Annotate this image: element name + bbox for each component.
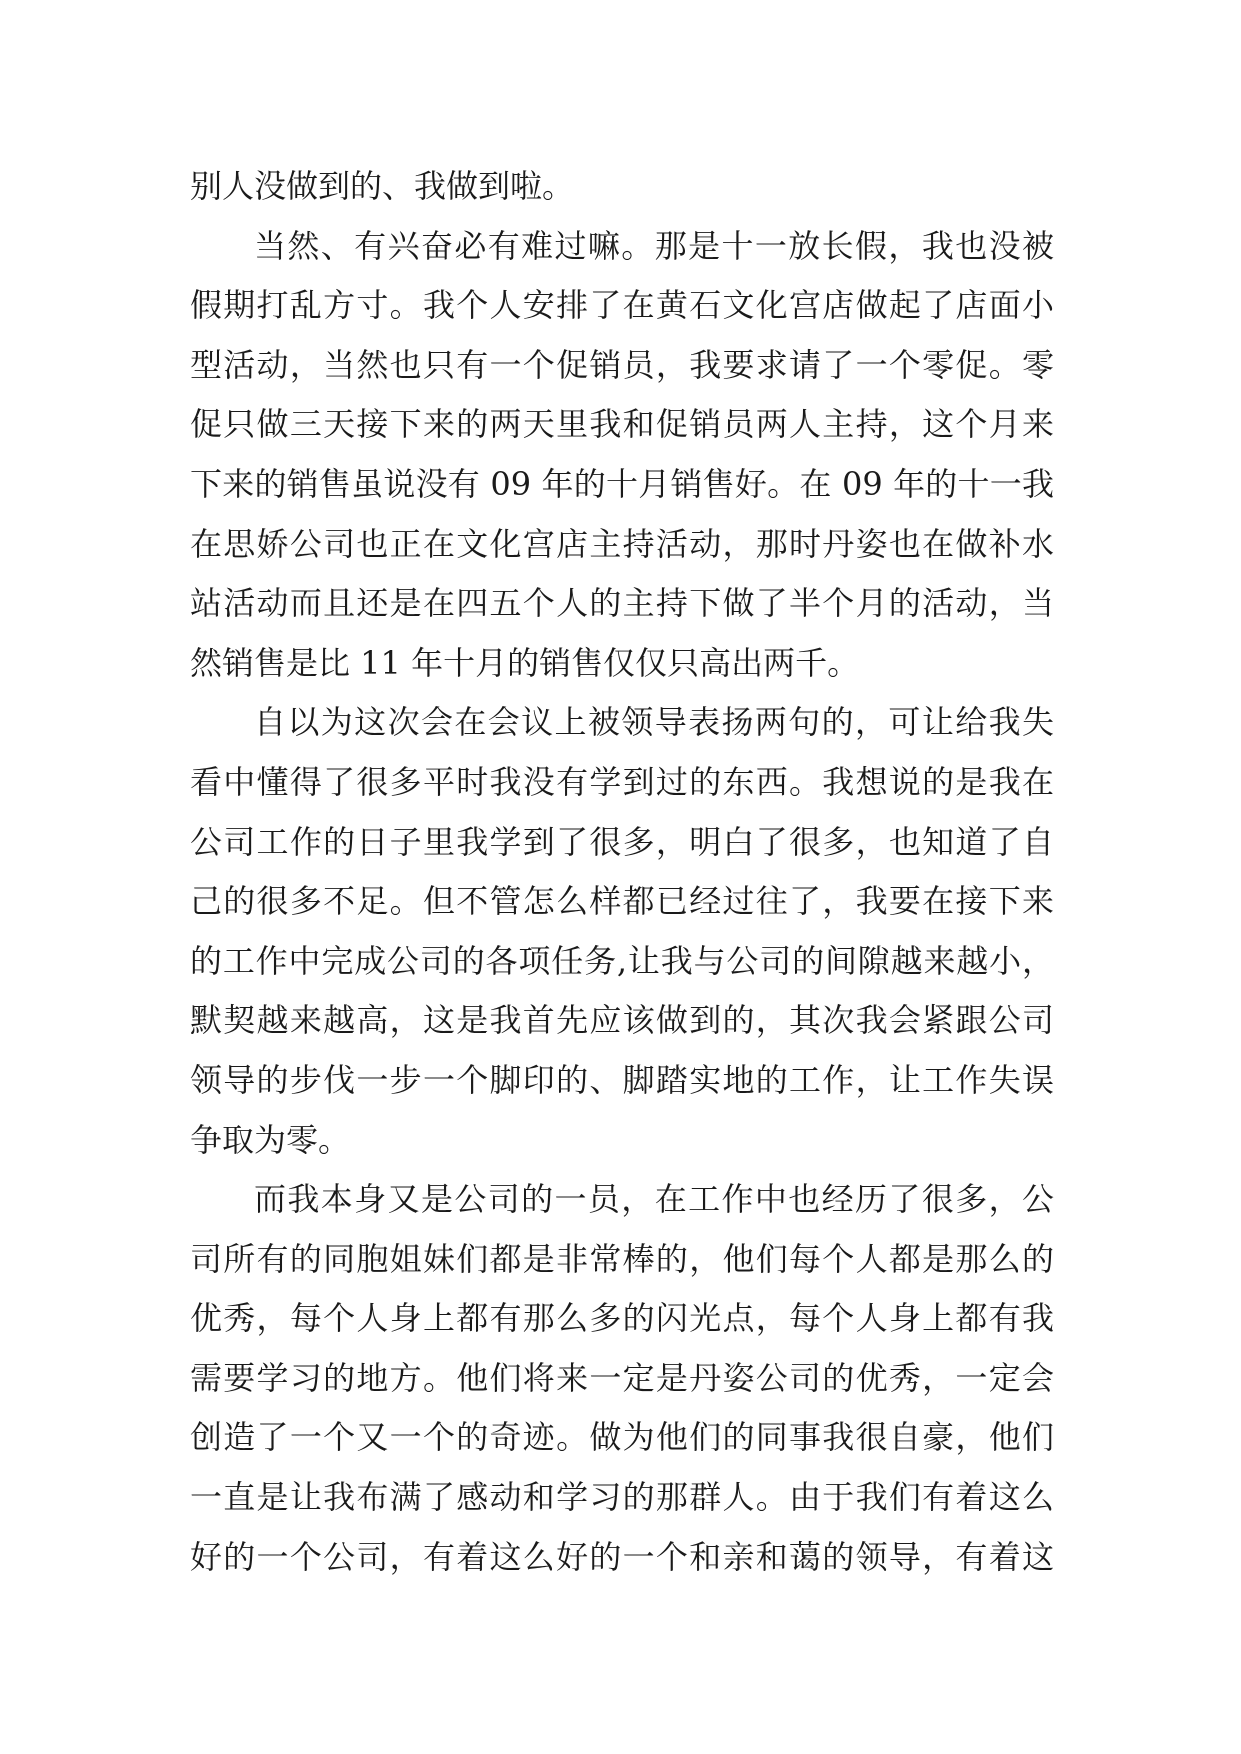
text-line: 创造了一个又一个的奇迹。做为他们的同事我很自豪，他们 bbox=[190, 1418, 1054, 1457]
text-line: 领导的步伐一步一个脚印的、脚踏实地的工作，让工作失误 bbox=[190, 1060, 1054, 1099]
text-line: 己的很多不足。但不管怎么样都已经过往了，我要在接下来 bbox=[190, 882, 1054, 921]
text-line: 然销售是比 11 年十月的销售仅仅只高出两千。 bbox=[190, 643, 860, 682]
text-line: 好的一个公司，有着这么好的一个和亲和蔼的领导，有着这 bbox=[190, 1537, 1054, 1576]
paragraph-first-line: 而我本身又是公司的一员，在工作中也经历了很多，公 bbox=[254, 1180, 1054, 1219]
text-line: 型活动，当然也只有一个促销员，我要求请了一个零促。零 bbox=[190, 345, 1054, 384]
text-line: 在思娇公司也正在文化宫店主持活动，那时丹姿也在做补水 bbox=[190, 524, 1054, 563]
text-line: 一直是让我布满了感动和学习的那群人。由于我们有着这么 bbox=[190, 1478, 1054, 1517]
text-line: 优秀，每个人身上都有那么多的闪光点，每个人身上都有我 bbox=[190, 1299, 1054, 1338]
body-text bbox=[190, 157, 1054, 1587]
text-line: 下来的销售虽说没有 09 年的十月销售好。在 09 年的十一我 bbox=[190, 464, 1054, 503]
text-line: 公司工作的日子里我学到了很多，明白了很多，也知道了自 bbox=[190, 822, 1054, 861]
text-line: 需要学习的地方。他们将来一定是丹姿公司的优秀，一定会 bbox=[190, 1358, 1054, 1397]
text-line: 争取为零。 bbox=[190, 1120, 351, 1159]
text-line: 的工作中完成公司的各项任务,让我与公司的间隙越来越小， bbox=[190, 941, 1054, 980]
text-line: 促只做三天接下来的两天里我和促销员两人主持，这个月来 bbox=[190, 405, 1054, 444]
text-line: 站活动而且还是在四五个人的主持下做了半个月的活动，当 bbox=[190, 584, 1054, 623]
text-line: 默契越来越高，这是我首先应该做到的，其次我会紧跟公司 bbox=[190, 1001, 1054, 1040]
text-line: 司所有的同胞姐妹们都是非常棒的，他们每个人都是那么的 bbox=[190, 1239, 1054, 1278]
text-line: 假期打乱方寸。我个人安排了在黄石文化宫店做起了店面小 bbox=[190, 286, 1054, 325]
paragraph-first-line: 当然、有兴奋必有难过嘛。那是十一放长假，我也没被 bbox=[254, 226, 1054, 265]
paragraph-first-line: 自以为这次会在会议上被领导表扬两句的，可让给我失 bbox=[254, 703, 1054, 742]
text-line: 别人没做到的、我做到啦。 bbox=[190, 167, 575, 205]
text-line: 看中懂得了很多平时我没有学到过的东西。我想说的是我在 bbox=[190, 762, 1054, 801]
